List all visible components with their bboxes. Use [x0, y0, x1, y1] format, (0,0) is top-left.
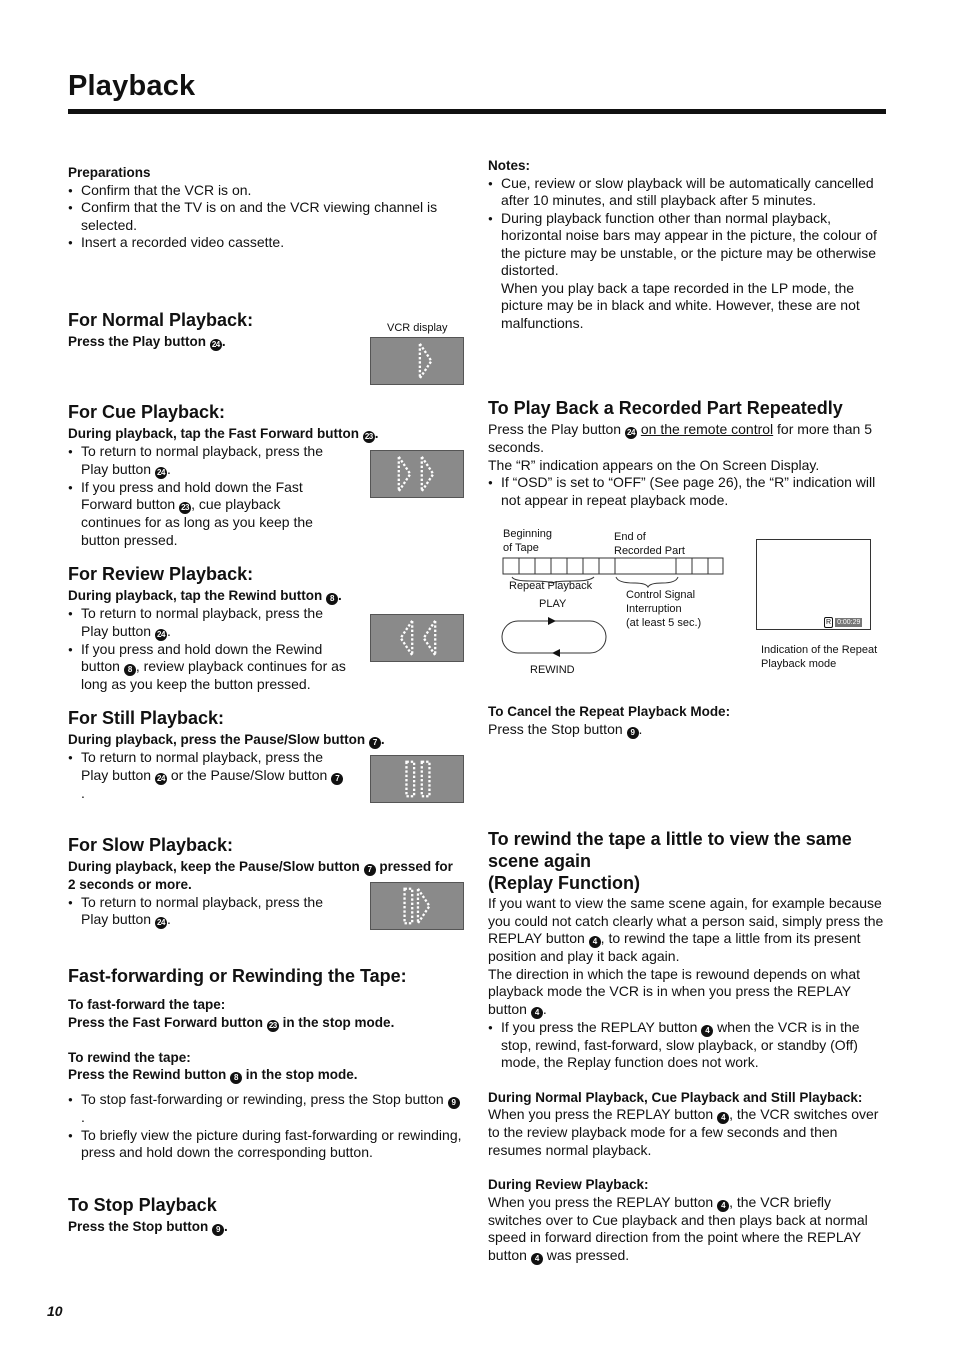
- notes-section: [488, 157, 886, 332]
- list-item: ● Confirm that the TV is on and the VCR viewing channel is selected.: [68, 199, 463, 234]
- slow-instruction: During playback, keep the Pause/Slow button 7 pressed for 2 seconds or more.: [68, 859, 453, 892]
- replay-normal-heading: During Normal Playback, Cue Playback and Still Playback:: [488, 1089, 863, 1105]
- still-instruction: During playback, press the Pause/Slow button 7 .: [68, 732, 385, 747]
- replay-review-heading: During Review Playback:: [488, 1177, 649, 1192]
- cue-heading: For Cue Playback:: [68, 402, 226, 422]
- ff-instruction: Press the Fast Forward button 23 in the stop mode.: [68, 1014, 395, 1030]
- stop-section: [68, 1195, 463, 1236]
- normal-heading: For Normal Playback:: [68, 310, 254, 330]
- list-item: ● To return to normal playback, press the Play button 24 .: [68, 894, 346, 930]
- cue-indicator-icon: [371, 451, 463, 497]
- repeat-list: [488, 474, 886, 509]
- cue-instruction: During playback, tap the Fast Forward button 23 .: [68, 426, 379, 441]
- rewind-label: REWIND: [530, 664, 575, 676]
- beginning-of-tape-label: Beginning of Tape: [503, 528, 552, 554]
- list-item: ● If you press and hold down the Fast Forward button 23 , cue playback continues for as long as you keep the button pressed.: [68, 479, 338, 550]
- repeat-p1: Press the Play button 24 on the remote control for more than 5 seconds.: [488, 421, 872, 455]
- normal-instruction: Press the Play button 24 .: [68, 334, 226, 349]
- rw-label: To rewind the tape:: [68, 1049, 191, 1065]
- replay-heading: To rewind the tape a little to view the same scene again (Replay Function): [488, 829, 852, 893]
- list-item: ● To return to normal playback, press the Play button 24 .: [68, 605, 346, 641]
- replay-review-text: When you press the REPLAY button 4 , the VCR briefly switches over to Cue playback and then plays back at normal speed in forward direction from the point where the REPLAY button 4 was pressed.: [488, 1193, 868, 1263]
- vcr-display-cue: [370, 450, 464, 498]
- title-rule: [68, 109, 886, 114]
- cancel-heading: To Cancel the Repeat Playback Mode:: [488, 704, 731, 719]
- repeat-p2: The “R” indication appears on the On Screen Display.: [488, 456, 820, 473]
- play-label: PLAY: [539, 598, 567, 610]
- repeat-heading: To Play Back a Recorded Part Repeatedly: [488, 398, 843, 418]
- replay-list: [488, 1019, 886, 1072]
- ff-label: To fast-forward the tape:: [68, 997, 226, 1012]
- page-title: Playback: [68, 70, 196, 102]
- notes-heading: Notes:: [488, 158, 531, 173]
- notes-list: [488, 175, 886, 333]
- osd-indicator: [824, 617, 862, 628]
- still-list: [68, 749, 346, 802]
- ffrew-list: [68, 1091, 463, 1162]
- list-item: ● If you press and hold down the Rewind button 8 , review playback continues for as long as you keep the button pressed.: [68, 641, 346, 694]
- list-item: ● Insert a recorded video cassette.: [68, 234, 463, 252]
- cancel-instruction: Press the Stop button 9 .: [488, 720, 643, 737]
- vcr-display-slow: [370, 882, 464, 930]
- review-indicator-icon: [371, 615, 463, 661]
- list-item: ● To stop fast-forwarding or rewinding, press the Stop button 9.: [68, 1091, 463, 1127]
- cancel-repeat-section: [488, 703, 886, 739]
- vcr-display-review: [370, 614, 464, 662]
- preparations-section: [68, 164, 463, 252]
- rewind-direction-arrow-icon: [552, 649, 560, 657]
- list-item: ● Confirm that the VCR is on.: [68, 182, 463, 200]
- control-signal-label: Control Signal Interruption (at least 5 sec.): [626, 589, 702, 629]
- slow-list: [68, 894, 346, 930]
- vcr-display-still: [370, 755, 464, 803]
- vcr-display-play: [370, 337, 464, 385]
- list-item: ● During playback function other than normal playback, horizontal noise bars may appear in the picture, the colour of the picture may be unstable, or the picture may be otherwise distorted. When you play back a tape recorded in the LP mode, the picture may be in black and white. However, these are not malfunctions.: [488, 210, 886, 333]
- review-instruction: During playback, tap the Rewind button 8 .: [68, 588, 342, 603]
- end-of-recorded-part-label: End of Recorded Part: [614, 531, 685, 557]
- preparations-heading: Preparations: [68, 165, 151, 180]
- button-number: 24: [210, 339, 222, 351]
- review-heading: For Review Playback:: [68, 564, 254, 584]
- list-item: ● Cue, review or slow playback will be automatically cancelled after 10 minutes, and still playback after 5 minutes.: [488, 175, 886, 210]
- button-number: 23: [363, 431, 375, 443]
- rw-instruction: Press the Rewind button 8 in the stop mode.: [68, 1067, 358, 1082]
- replay-normal-text: When you press the REPLAY button 4 , the VCR switches over to the review playback mode for a few seconds and then resumes normal playback.: [488, 1106, 879, 1158]
- repeat-section: [488, 398, 886, 509]
- slow-indicator-icon: [371, 883, 463, 929]
- list-item: ● To return to normal playback, press the Play button 24 or the Pause/Slow button 7.: [68, 749, 346, 802]
- button-number: 8: [326, 593, 338, 605]
- pause-indicator-icon: [371, 756, 463, 802]
- list-item: ● If “OSD” is set to “OFF” (See page 26), the “R” indication will not appear in repeat playback mode.: [488, 474, 886, 509]
- repeat-playback-label: Repeat Playback: [509, 580, 593, 592]
- list-item: ● If you press the REPLAY button 4 when the VCR is in the stop, rewind, fast-forward, slow playback, or standby (Off) mode, the Replay function does not work.: [488, 1019, 886, 1072]
- replay-section: [488, 828, 886, 1265]
- stop-heading: To Stop Playback: [68, 1195, 217, 1215]
- tv-screen: [756, 539, 871, 630]
- slow-heading: For Slow Playback:: [68, 835, 234, 855]
- normal-playback-section: [68, 310, 358, 351]
- stop-instruction: Press the Stop button 9 .: [68, 1219, 228, 1234]
- review-list: [68, 605, 346, 694]
- replay-p1: If you want to view the same scene again, for example because you could not catch clearly what a person said, simply press the REPLAY button 4 , to rewind the tape a little from its present position and play it back again.: [488, 895, 884, 964]
- play-indicator-icon: [371, 338, 463, 384]
- ffrew-heading: Fast-forwarding or Rewinding the Tape:: [68, 966, 407, 986]
- osd-r-badge: R: [826, 619, 832, 626]
- ff-rew-section: [68, 966, 468, 1162]
- list-item: ● To briefly view the picture during fast-forwarding or rewinding, press and hold down the corresponding button.: [68, 1127, 463, 1162]
- cue-list: [68, 443, 338, 549]
- page-number: 10: [47, 1303, 63, 1319]
- list-item: ● To return to normal playback, press the Play button 24 .: [68, 443, 338, 479]
- play-direction-arrow-icon: [548, 617, 556, 625]
- vcr-display-label: VCR display: [387, 322, 448, 334]
- indication-label: Indication of the Repeat Playback mode: [761, 644, 878, 670]
- osd-time: 0:00:29: [837, 619, 861, 626]
- preparations-list: [68, 182, 463, 252]
- still-heading: For Still Playback:: [68, 708, 225, 728]
- button-number: 7: [364, 864, 376, 876]
- tape-bar: [503, 558, 723, 574]
- replay-p2: The direction in which the tape is rewound depends on what playback mode the VCR is in when you press the REPLAY button 4 .: [488, 965, 861, 1017]
- button-number: 7: [369, 737, 381, 749]
